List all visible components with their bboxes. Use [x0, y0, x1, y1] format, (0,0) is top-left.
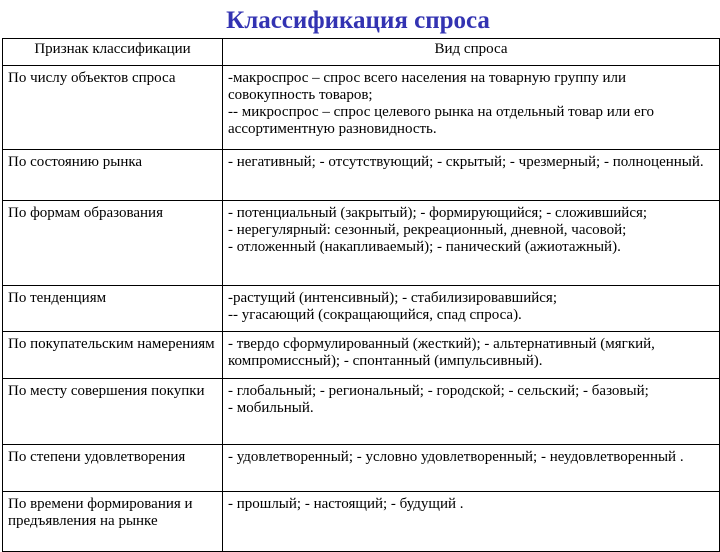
row-kinds — [223, 492, 720, 552]
table-row — [3, 286, 720, 332]
kind-line: - нерегулярный: сезонный, рекреационный, дневной, часовой; — [228, 222, 627, 238]
table-row — [3, 150, 720, 201]
row-feature: По месту совершения покупки — [3, 379, 223, 445]
kind-line: - мобильный. — [228, 400, 314, 416]
row-feature: По покупательским намерениям — [3, 332, 223, 379]
row-kinds — [223, 286, 720, 332]
kind-line: -- микроспрос – спрос целевого рынка на отдельный товар или его ассортиментную разновидность. — [228, 104, 654, 137]
row-feature: По числу объектов спроса — [3, 66, 223, 150]
row-kinds — [223, 201, 720, 286]
table-row — [3, 492, 720, 552]
kind-line: - отложенный (накапливаемый); - панический (ажиотажный). — [228, 239, 621, 255]
table-header-row — [3, 39, 720, 66]
header-kind: Вид спроса — [223, 39, 720, 66]
kind-line: -- угасающий (сокращающийся, спад спроса). — [228, 307, 522, 323]
kind-line: - удовлетворенный; - условно удовлетворенный; - неудовлетворенный . — [228, 449, 684, 465]
kind-line: - потенциальный (закрытый); - формирующийся; - сложившийся; — [228, 205, 648, 221]
table-row — [3, 201, 720, 286]
page-title: Классификация спроса — [226, 7, 490, 34]
header-feature: Признак классификации — [3, 39, 223, 66]
row-feature: По времени формирования и предъявления на рынке — [3, 492, 223, 552]
row-kinds — [223, 445, 720, 492]
table-row — [3, 66, 720, 150]
kind-line: - твердо сформулированный (жесткий); - альтернативный (мягкий, компромиссный); - спонтанный (импульсивный). — [228, 336, 655, 369]
row-feature: По степени удовлетворения — [3, 445, 223, 492]
row-kinds — [223, 150, 720, 201]
row-kinds — [223, 332, 720, 379]
kind-line: -растущий (интенсивный); - стабилизировавшийся; — [228, 290, 558, 306]
classification-table — [2, 38, 720, 552]
table-row — [3, 379, 720, 445]
table-row — [3, 332, 720, 379]
kind-line: - прошлый; - настоящий; - будущий . — [228, 496, 464, 512]
table-row — [3, 445, 720, 492]
kind-line: -макроспрос – спрос всего населения на товарную группу или совокупность товаров; — [228, 70, 627, 103]
kind-line: - глобальный; - региональный; - городской; - сельский; - базовый; — [228, 383, 649, 399]
row-feature: По состоянию рынка — [3, 150, 223, 201]
kind-line: - негативный; - отсутствующий; - скрытый; - чрезмерный; - полноценный. — [228, 154, 704, 170]
row-kinds — [223, 379, 720, 445]
row-feature: По тенденциям — [3, 286, 223, 332]
row-feature: По формам образования — [3, 201, 223, 286]
row-kinds — [223, 66, 720, 150]
